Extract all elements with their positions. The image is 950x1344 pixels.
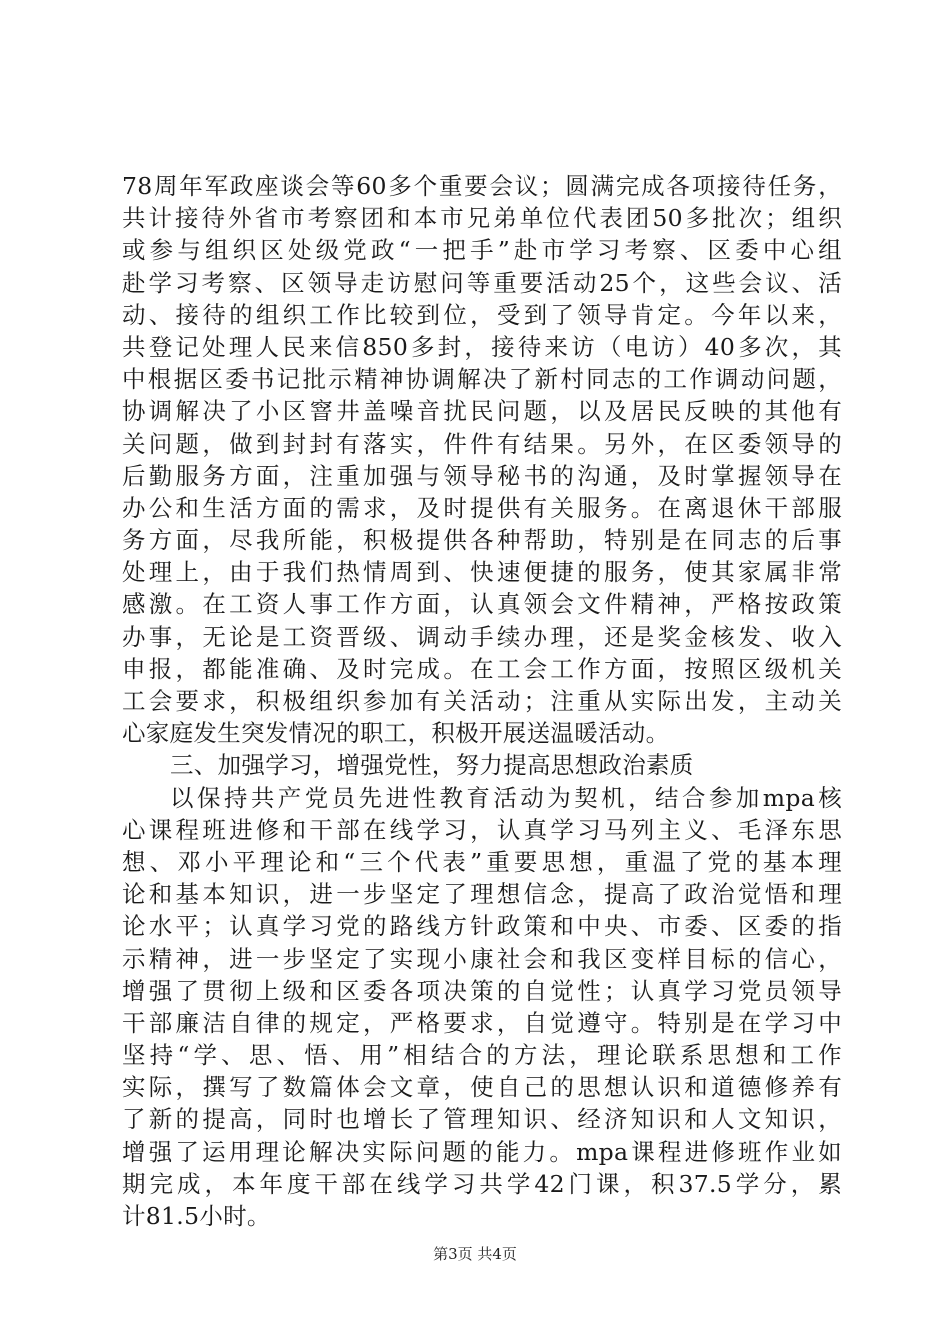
text-line: 78周年军政座谈会等60多个重要会议；圆满完成各项接待任务，	[122, 172, 842, 200]
text-line: 后勤服务方面，注重加强与领导秘书的沟通，及时掌握领导在	[122, 461, 842, 490]
text-line: 办公和生活方面的需求，及时提供有关服务。在离退休干部服	[122, 493, 842, 522]
text-line: 了新的提高，同时也增长了管理知识、经济知识和人文知识，	[122, 1105, 842, 1134]
text-line: 论水平；认真学习党的路线方针政策和中央、市委、区委的指	[122, 912, 842, 941]
text-line: 动、接待的组织工作比较到位，受到了领导肯定。今年以来，	[122, 300, 842, 329]
text-line: 申报，都能准确、及时完成。在工会工作方面，按照区级机关	[122, 654, 842, 683]
text-line: 感激。在工资人事工作方面，认真领会文件精神，严格按政策	[122, 590, 842, 619]
text-line: 工会要求，积极组织参加有关活动；注重从实际出发，主动关	[122, 687, 842, 715]
document-body	[122, 170, 842, 1232]
text-line: 期完成，本年度干部在线学习共学42门课，积37.5学分，累	[122, 1169, 842, 1198]
text-line: 增强了贯彻上级和区委各项决策的自觉性；认真学习党员领导	[122, 976, 842, 1005]
text-line: 想、邓小平理论和“三个代表”重要思想，重温了党的基本理	[122, 847, 842, 876]
text-line: 赴学习考察、区领导走访慰问等重要活动25个，这些会议、活	[122, 268, 842, 297]
text-line: 示精神，进一步坚定了实现小康社会和我区变样目标的信心，	[122, 944, 842, 973]
text-line: 共计接待外省市考察团和本市兄弟单位代表团50多批次；组织	[122, 204, 842, 233]
text-line: 共登记处理人民来信850多封，接待来访（电访）40多次，其	[122, 332, 842, 361]
text-line: 增强了运用理论解决实际问题的能力。mpa课程进修班作业如	[122, 1137, 842, 1166]
text-line: 关问题，做到封封有落实，件件有结果。另外，在区委领导的	[122, 429, 842, 458]
text-line: 以保持共产党员先进性教育活动为契机，结合参加mpa核	[170, 783, 842, 812]
text-line: 办事，无论是工资晋级、调动手续办理，还是奖金核发、收入	[122, 622, 842, 651]
text-line: 务方面，尽我所能，积极提供各种帮助，特别是在同志的后事	[122, 526, 842, 555]
text-line: 心家庭发生突发情况的职工，积极开展送温暖活动。	[122, 719, 670, 748]
text-line: 干部廉洁自律的规定，严格要求，自觉遵守。特别是在学习中	[122, 1008, 842, 1037]
text-line: 论和基本知识，进一步坚定了理想信念，提高了政治觉悟和理	[122, 880, 842, 909]
text-line: 心课程班进修和干部在线学习，认真学习马列主义、毛泽东思	[122, 815, 842, 844]
text-line: 或参与组织区处级党政“一把手”赴市学习考察、区委中心组	[122, 236, 842, 265]
text-line: 实际，撰写了数篇体会文章，使自己的思想认识和道德修养有	[122, 1073, 842, 1102]
section-heading: 三、加强学习，增强党性，努力提高思想政治素质	[170, 751, 694, 780]
text-line: 协调解决了小区窨井盖噪音扰民问题，以及居民反映的其他有	[122, 397, 842, 426]
text-line: 坚持“学、思、悟、用”相结合的方法，理论联系思想和工作	[122, 1041, 842, 1070]
text-line: 处理上，由于我们热情周到、快速便捷的服务，使其家属非常	[122, 558, 842, 587]
text-line: 计81.5小时。	[122, 1202, 271, 1230]
page-number-footer: 第3页 共4页	[433, 1245, 517, 1263]
text-line: 中根据区委书记批示精神协调解决了新村同志的工作调动问题，	[122, 365, 842, 394]
